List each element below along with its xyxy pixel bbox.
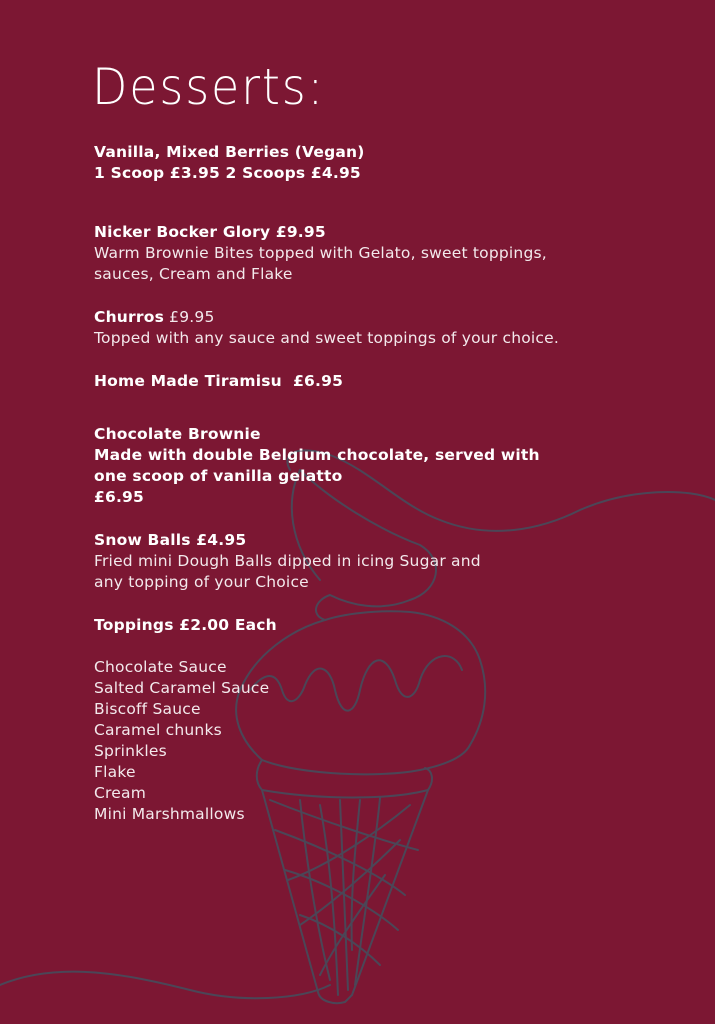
menu-item-churros	[94, 307, 694, 349]
list-item: Salted Caramel Sauce	[94, 679, 270, 697]
list-item: Flake	[94, 763, 136, 781]
list-item: Cream	[94, 784, 146, 802]
dessert-menu	[94, 142, 694, 825]
item-name: Chocolate Brownie	[94, 425, 261, 443]
item-name: Churros	[94, 308, 165, 326]
item-name: Home Made Tiramisu £6.95	[94, 372, 344, 390]
menu-item-tiramisu	[94, 371, 694, 392]
menu-item-nicker-bocker-glory	[94, 222, 694, 285]
item-name: Vanilla, Mixed Berries (Vegan)	[94, 143, 365, 161]
item-price: 1 Scoop £3.95 2 Scoops £4.95	[94, 164, 361, 182]
item-description: Warm Brownie Bites topped with Gelato, sweet toppings,	[94, 244, 547, 262]
list-item: Sprinkles	[94, 742, 167, 760]
item-description: one scoop of vanilla gelatto	[94, 467, 343, 485]
item-price: £6.95	[94, 488, 145, 506]
item-description: Topped with any sauce and sweet toppings of your choice.	[94, 329, 560, 347]
item-description: Fried mini Dough Balls dipped in icing Sugar and	[94, 552, 481, 570]
list-item: Biscoff Sauce	[94, 700, 201, 718]
toppings-section	[94, 615, 694, 825]
item-description: sauces, Cream and Flake	[94, 265, 293, 283]
item-name: Nicker Bocker Glory £9.95	[94, 223, 326, 241]
item-price: £9.95	[164, 308, 215, 326]
toppings-heading: Toppings £2.00 Each	[94, 616, 277, 634]
item-description: Made with double Belgium chocolate, served with	[94, 446, 540, 464]
menu-item-vanilla	[94, 142, 694, 184]
item-description: any topping of your Choice	[94, 573, 309, 591]
item-name: Snow Balls £4.95	[94, 531, 247, 549]
list-item: Chocolate Sauce	[94, 658, 227, 676]
list-item: Mini Marshmallows	[94, 805, 245, 823]
menu-item-snow-balls	[94, 530, 694, 593]
list-item: Caramel chunks	[94, 721, 222, 739]
menu-item-chocolate-brownie	[94, 424, 694, 508]
page-title: Desserts:	[92, 58, 325, 116]
toppings-list	[94, 657, 694, 825]
